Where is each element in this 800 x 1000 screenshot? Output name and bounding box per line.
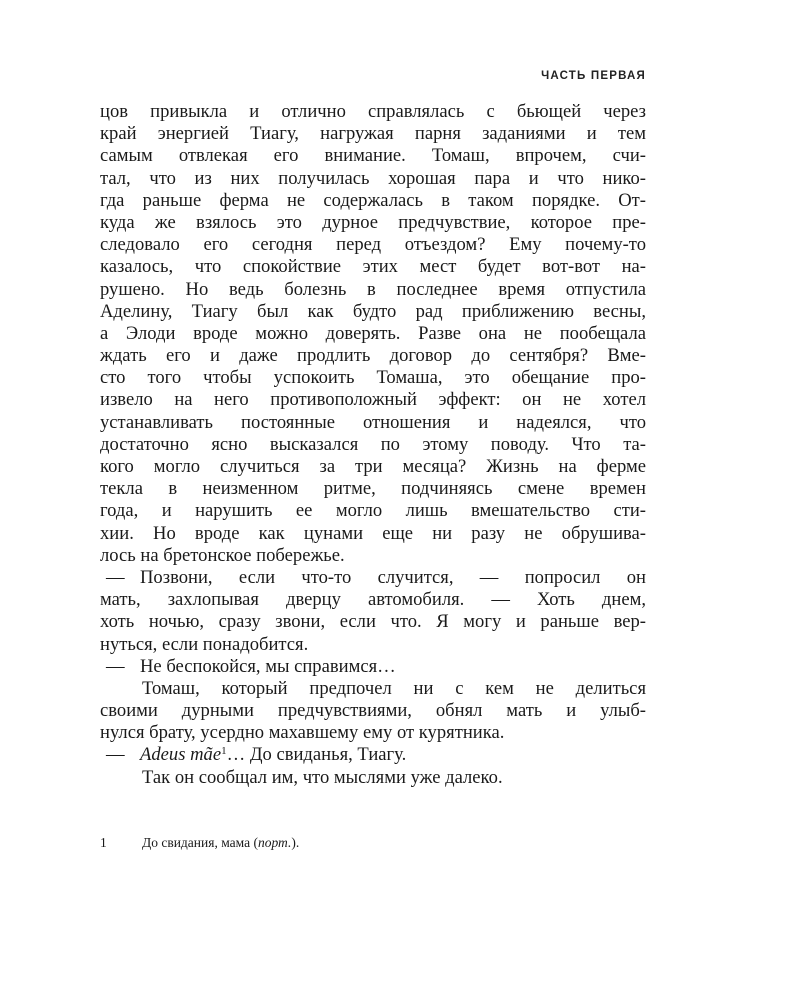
text-line: Аделину, Тиагу был как будто рад приближению весны, <box>100 300 646 322</box>
text-line: Так он сообщал им, что мыслями уже далеко. <box>142 766 503 788</box>
dialogue-text: Не беспокойся, мы справимся… <box>140 655 396 677</box>
em-dash: — <box>106 566 125 588</box>
running-head: ЧАСТЬ ПЕРВАЯ <box>541 70 646 82</box>
text-line: кого могло случиться за три месяца? Жизнь на ферме <box>100 456 646 477</box>
text-line: самым отвлекая его внимание. Томаш, впрочем, счи- <box>100 145 646 167</box>
text-line: извело на него противоположный эффект: он не хотел <box>100 389 646 411</box>
italic-phrase: Adeus mãe <box>140 744 222 766</box>
text-line: своими дурными предчувствиями, обнял мать и улыб- <box>100 700 646 722</box>
text-line: рушено. Но ведь болезнь в последнее время отпустила <box>100 278 646 300</box>
text-line: хии. Но вроде как цунами еще ни разу не обрушива- <box>100 522 646 544</box>
text-line: устанавливать постоянные отношения и надеялся, что <box>100 411 646 433</box>
footnote-italic: порт. <box>257 835 292 850</box>
text-line: хоть ночью, сразу звони, если что. Я могу и раньше вер- <box>100 611 646 633</box>
text-line: следовало его сегодня перед отъездом? Ему почему-то <box>100 234 646 256</box>
footnote-reference[interactable]: 1 <box>221 745 227 758</box>
text-line: край энергией Тиагу, нагружая парня заданиями и тем <box>100 123 646 145</box>
text-line: гда раньше ферма не содержалась в таком порядке. От- <box>100 189 646 211</box>
footnote-text-end: ). <box>291 835 300 850</box>
dialogue-line <box>100 744 646 766</box>
text-line: нуться, если понадобится. <box>100 633 309 655</box>
body-text <box>100 101 646 789</box>
text-line: текла в неизменном ритме, подчиняясь смене времен <box>100 478 646 500</box>
text-line: нулся брату, усердно махавшему ему от курятника. <box>100 722 505 744</box>
text-line: казалось, что спокойствие этих мест будет вот-вот на- <box>100 256 646 278</box>
text-line: куда же взялось это дурное предчувствие, которое пре- <box>100 211 646 233</box>
footnote <box>100 834 299 852</box>
em-dash: — <box>106 655 125 677</box>
text-line: лось на бретонское побережье. <box>100 544 345 566</box>
em-dash: — <box>106 744 125 766</box>
footnote-text: До свидания, мама ( <box>142 835 258 850</box>
text-line: цов привыкла и отлично справлялась с бьющей через <box>100 101 646 122</box>
dialogue-text: … До свиданья, Тиагу. <box>226 744 407 766</box>
dialogue-line <box>100 656 646 678</box>
text-line: Томаш, который предпочел ни с кем не делиться <box>142 677 646 699</box>
text-line: тал, что из них получилась хорошая пара и что нико- <box>100 167 646 189</box>
text-line: ждать его и даже продлить договор до сентября? Вме- <box>100 345 646 367</box>
dialogue-text: Позвони, если что-то случится, — попросил он <box>140 566 646 588</box>
text-line: года, и нарушить ее могло лишь вмешательство сти- <box>100 500 646 522</box>
text-line: а Элоди вроде можно доверять. Разве она не пообещала <box>100 322 646 344</box>
dialogue-line <box>100 567 646 589</box>
text-line: мать, захлопывая дверцу автомобиля. — Хоть днем, <box>100 589 646 611</box>
text-line: сто того чтобы успокоить Томаша, это обещание про- <box>100 367 646 389</box>
text-line: достаточно ясно высказался по этому поводу. Что та- <box>100 433 646 455</box>
footnote-number: 1 <box>100 835 107 850</box>
